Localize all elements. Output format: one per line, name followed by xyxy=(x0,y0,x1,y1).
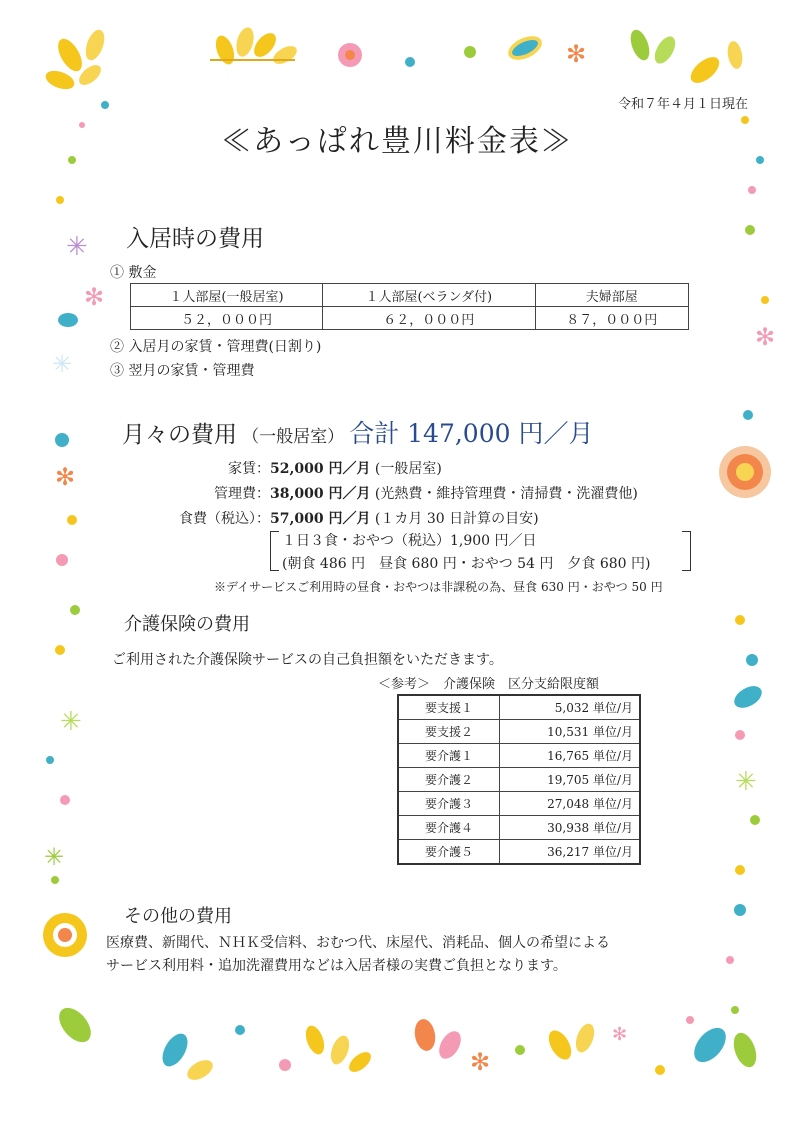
care-level: 要介護４ xyxy=(398,816,500,840)
care-limit: 30,938 単位/月 xyxy=(500,816,641,840)
table-row xyxy=(398,744,640,768)
care-limit: 16,765 単位/月 xyxy=(500,744,641,768)
page-title: ≪あっぱれ豊川料金表≫ xyxy=(221,124,573,159)
management-fee-label: 管理費： xyxy=(214,486,270,502)
svg-text:✻: ✻ xyxy=(612,1024,628,1045)
care-level: 要介護１ xyxy=(398,744,500,768)
move-in-item-1 xyxy=(110,262,156,282)
monthly-subheading: （一般居室） xyxy=(242,427,345,447)
care-level: 要介護２ xyxy=(398,768,500,792)
svg-text:✻: ✻ xyxy=(470,1048,491,1076)
insurance-heading: 介護保険の費用 xyxy=(124,614,250,635)
leaf-cluster-top-right xyxy=(627,27,744,88)
deposit-header-cell: １人部屋(ベランダ付) xyxy=(322,284,535,307)
rent-amount: 52,000 円／月 xyxy=(270,461,371,477)
day-service-footnote: ※デイサービスご利用時の昼食・おやつは非課税の為、昼食 630 円・おやつ 50 円 xyxy=(214,580,663,594)
table-row xyxy=(398,768,640,792)
rent-note: (一般居室) xyxy=(374,461,442,477)
monthly-total: 合計 147,000 円／月 xyxy=(349,419,594,448)
leaf-cluster-bottom xyxy=(53,1002,761,1084)
svg-text:✻: ✻ xyxy=(566,40,587,68)
table-row xyxy=(398,840,640,865)
svg-text:✻: ✻ xyxy=(55,463,76,491)
other-costs-heading: その他の費用 xyxy=(124,906,232,927)
other-costs-line-2: サービス利用料・追加洗濯費用などは入居者様の実費ご負担となります。 xyxy=(106,958,567,974)
dots-right xyxy=(726,116,769,1014)
care-level: 要介護３ xyxy=(398,792,500,816)
svg-text:✳: ✳ xyxy=(60,707,82,737)
management-fee-amount: 38,000 円／月 xyxy=(270,486,371,502)
meal-bracket-right xyxy=(682,531,691,571)
care-limit: 19,705 単位/月 xyxy=(500,768,641,792)
care-level-limit-table xyxy=(397,694,641,865)
asterisk-flower-left: ✳ xyxy=(66,232,88,262)
svg-text:✳: ✳ xyxy=(44,843,65,871)
item-1-number: ① xyxy=(110,265,124,281)
table-row xyxy=(398,816,640,840)
care-limit: 27,048 単位/月 xyxy=(500,792,641,816)
management-fee-value xyxy=(270,483,638,503)
leaf-cluster-top-left xyxy=(43,27,108,92)
deposit-header-row xyxy=(131,284,689,307)
item-1-label: 敷金 xyxy=(128,265,157,281)
care-limit: 5,032 単位/月 xyxy=(500,695,641,720)
meal-fee-value xyxy=(270,508,539,528)
move-in-item-3: ③ 翌月の家賃・管理費 xyxy=(110,363,255,379)
table-row xyxy=(398,792,640,816)
deposit-value-cell: ６２，０００円 xyxy=(322,307,535,330)
flower-sun-right xyxy=(719,446,771,498)
rent-value xyxy=(270,458,442,478)
care-limit: 36,217 単位/月 xyxy=(500,840,641,865)
care-level: 要支援１ xyxy=(398,695,500,720)
deposit-table xyxy=(130,283,689,330)
svg-text:✻: ✻ xyxy=(84,283,105,311)
table-row xyxy=(398,720,640,744)
move-in-item-2: ② 入居月の家賃・管理費(日割り) xyxy=(110,339,322,355)
care-level: 要支援２ xyxy=(398,720,500,744)
leaf-cluster-top-center xyxy=(210,25,300,67)
flower-orange-left xyxy=(43,913,87,957)
meal-fee-note: (１カ月 30 日計算の目安) xyxy=(374,511,539,527)
meal-bracket-left xyxy=(270,531,279,571)
deposit-header-cell: １人部屋(一般居室) xyxy=(131,284,323,307)
monthly-heading: 月々の費用 xyxy=(122,422,237,448)
meal-fee-label: 食費（税込）： xyxy=(179,511,270,527)
svg-text:✻: ✻ xyxy=(755,323,776,351)
deposit-value-cell: ８７，０００円 xyxy=(535,307,688,330)
deposit-value-row xyxy=(131,307,689,330)
deposit-header-cell: 夫婦部屋 xyxy=(535,284,688,307)
meal-detail-line-1: １日３食・おやつ（税込）1,900 円／日 xyxy=(282,533,537,549)
svg-text:✳: ✳ xyxy=(52,350,73,378)
care-level: 要介護５ xyxy=(398,840,500,865)
move-in-heading: 入居時の費用 xyxy=(126,226,264,252)
rent-label: 家賃： xyxy=(228,461,270,477)
care-limit: 10,531 単位/月 xyxy=(500,720,641,744)
monthly-heading-line xyxy=(122,414,593,450)
as-of-date: 令和７年４月１日現在 xyxy=(617,97,748,112)
meal-detail-line-2: (朝食 486 円 昼食 680 円・おやつ 54 円 夕食 680 円) xyxy=(282,556,651,572)
insurance-reference-title: ＜参考＞ 介護保険 区分支給限度額 xyxy=(378,677,600,692)
deposit-value-cell: ５２，０００円 xyxy=(131,307,323,330)
svg-text:✳: ✳ xyxy=(735,767,757,797)
other-costs-line-1: 医療費、新聞代、ＮＨＫ受信料、おむつ代、床屋代、消耗品、個人の希望による xyxy=(106,935,610,951)
table-row xyxy=(398,695,640,720)
insurance-description: ご利用された介護保険サービスの自己負担額をいただきます。 xyxy=(112,652,503,668)
meal-fee-amount: 57,000 円／月 xyxy=(270,511,371,527)
management-fee-note: (光熱費・維持管理費・清掃費・洗濯費他) xyxy=(374,486,638,502)
